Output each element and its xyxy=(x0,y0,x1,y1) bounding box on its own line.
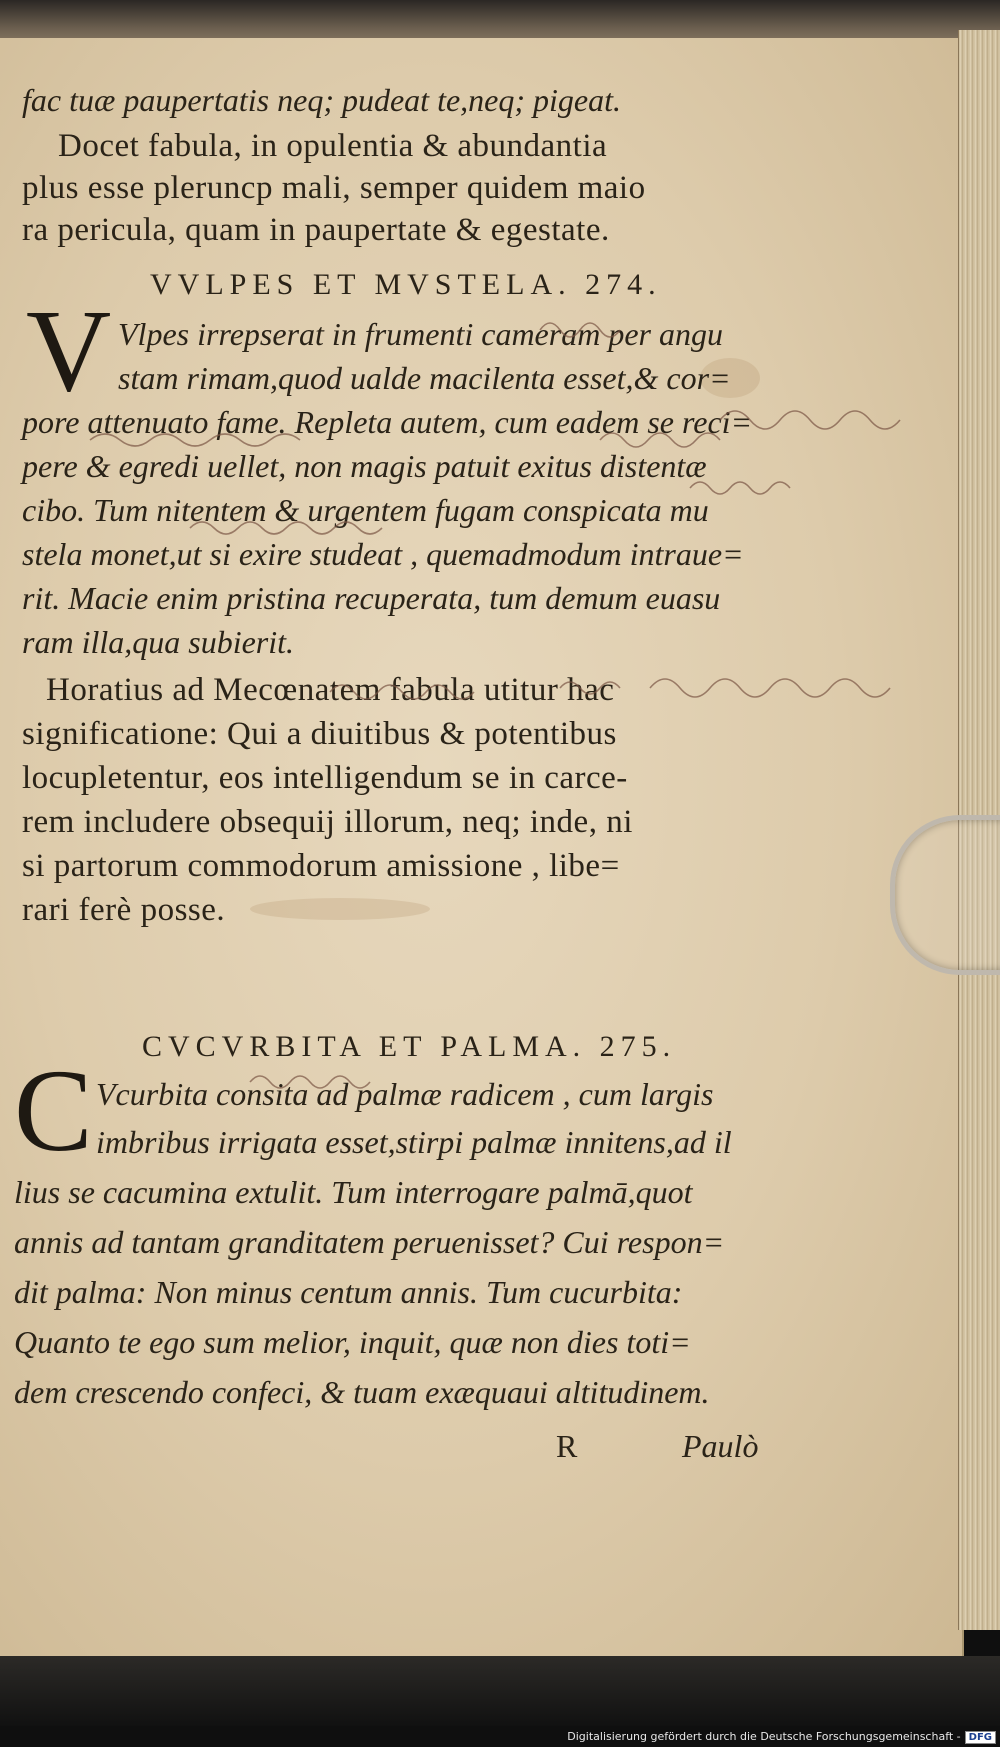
text-line: pere & egredi uellet, non magis patuit exitus distentæ xyxy=(22,448,707,484)
text-line: dem crescendo confeci, & tuam exæquaui altitudinem. xyxy=(14,1374,710,1410)
credit-text: Digitalisierung gefördert durch die Deutsche Forschungsgemeinschaft - xyxy=(567,1730,961,1743)
text-line: stela monet,ut si exire studeat , quemadmodum intraue= xyxy=(22,536,744,572)
text-line: imbribus irrigata esset,stirpi palmæ innitens,ad il xyxy=(96,1124,732,1160)
digitization-credit xyxy=(567,1730,996,1744)
text-line: rem includere obsequij illorum, neq; inde, ni xyxy=(22,804,633,840)
text-line: rit. Macie enim pristina recuperata, tum demum euasu xyxy=(22,580,721,616)
text-line: dit palma: Non minus centum annis. Tum cucurbita: xyxy=(14,1274,683,1310)
text-line: lius se cacumina extulit. Tum interrogare palmā,quot xyxy=(14,1174,693,1210)
text-line: fac tuæ paupertatis neq; pudeat te,neq; pigeat. xyxy=(22,82,621,118)
text-line: stam rimam,quod ualde macilenta esset,& cor= xyxy=(118,360,731,396)
drop-cap-initial: C xyxy=(14,1045,93,1176)
text-line: significatione: Qui a diuitibus & potentibus xyxy=(22,716,617,752)
text-line: Vcurbita consita ad palmæ radicem , cum largis xyxy=(96,1076,714,1112)
drop-cap-initial: V xyxy=(26,285,112,416)
text-line: ra pericula, quam in paupertate & egestate. xyxy=(22,212,610,248)
text-line: rari ferè posse. xyxy=(22,892,226,928)
text-line: annis ad tantam granditatem peruenisset? Cui respon= xyxy=(14,1224,725,1260)
book-bottom-shadow xyxy=(0,1656,1000,1726)
text-line: Docet fabula, in opulentia & abundantia xyxy=(58,128,608,164)
text-line: ram illa,qua subierit. xyxy=(22,624,295,660)
catchword: Paulò xyxy=(682,1428,759,1464)
dfg-logo-icon: DFG xyxy=(965,1731,996,1744)
text-line: cibo. Tum nitentem & urgentem fugam conspicata mu xyxy=(22,492,709,528)
text-line: locupletentur, eos intelligendum se in carce- xyxy=(22,760,628,796)
fable-heading: VVLPES ET MVSTELA. 274. xyxy=(150,268,662,301)
text-line: Horatius ad Mecœnatem fabula utitur hac xyxy=(46,672,615,708)
text-line: pore attenuato fame. Repleta autem, cum eadem se reci= xyxy=(22,404,753,440)
text-line: si partorum commodorum amissione , libe= xyxy=(22,848,620,884)
text-line: Quanto te ego sum melior, inquit, quæ non dies toti= xyxy=(14,1324,691,1360)
signature-mark: R xyxy=(556,1428,578,1464)
text-line: Vlpes irrepserat in frumenti cameram per angu xyxy=(118,316,723,352)
text-line: plus esse pleruncp mali, semper quidem maio xyxy=(22,170,646,206)
fable-heading: CVCVRBITA ET PALMA. 275. xyxy=(142,1030,677,1063)
